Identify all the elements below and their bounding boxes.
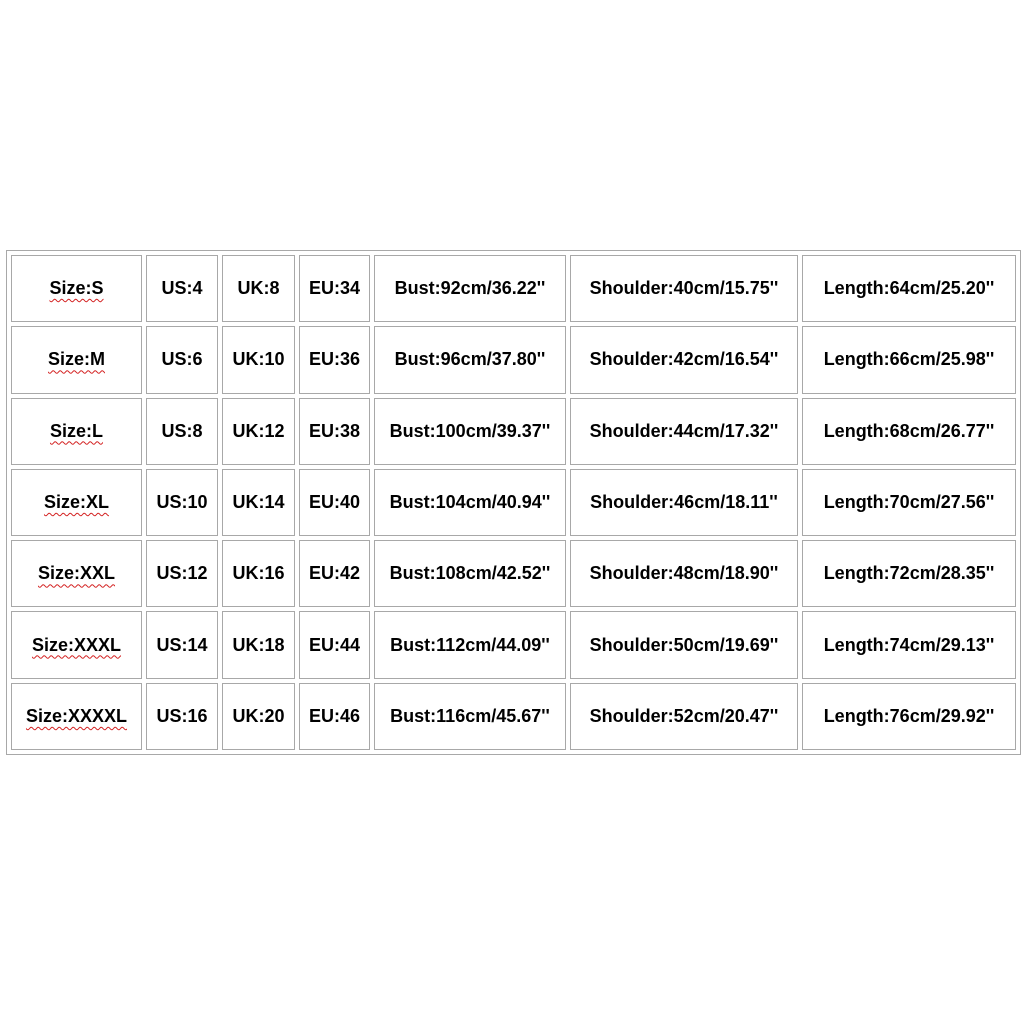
table-row (11, 540, 1016, 607)
uk-size-cell: UK:14 (222, 469, 295, 536)
length-cell: Length:72cm/28.35'' (802, 540, 1016, 607)
shoulder-cell: Shoulder:46cm/18.11'' (570, 469, 798, 536)
table-row (11, 398, 1016, 465)
length-cell: Length:64cm/25.20'' (802, 255, 1016, 322)
size-label: Size:M (47, 349, 105, 370)
us-size-cell: US:12 (146, 540, 218, 607)
length-cell: Length:76cm/29.92'' (802, 683, 1016, 750)
us-size-cell: US:16 (146, 683, 218, 750)
us-size-cell: US:6 (146, 326, 218, 393)
table-row (11, 611, 1016, 678)
size-label: Size:XL (43, 491, 109, 512)
eu-size-cell: EU:42 (299, 540, 370, 607)
size-cell (11, 611, 142, 678)
bust-cell: Bust:112cm/44.09'' (374, 611, 566, 678)
size-cell (11, 326, 142, 393)
size-cell (11, 469, 142, 536)
size-label: Size:S (49, 278, 104, 299)
length-cell: Length:74cm/29.13'' (802, 611, 1016, 678)
table-row (11, 326, 1016, 393)
size-label: Size:XXXXL (25, 705, 128, 726)
eu-size-cell: EU:46 (299, 683, 370, 750)
shoulder-cell: Shoulder:42cm/16.54'' (570, 326, 798, 393)
eu-size-cell: EU:44 (299, 611, 370, 678)
bust-cell: Bust:104cm/40.94'' (374, 469, 566, 536)
shoulder-cell: Shoulder:40cm/15.75'' (570, 255, 798, 322)
size-label: Size:XXL (37, 563, 116, 584)
shoulder-cell: Shoulder:50cm/19.69'' (570, 611, 798, 678)
size-cell (11, 683, 142, 750)
us-size-cell: US:10 (146, 469, 218, 536)
eu-size-cell: EU:40 (299, 469, 370, 536)
bust-cell: Bust:116cm/45.67'' (374, 683, 566, 750)
uk-size-cell: UK:16 (222, 540, 295, 607)
table-row (11, 255, 1016, 322)
eu-size-cell: EU:36 (299, 326, 370, 393)
uk-size-cell: UK:20 (222, 683, 295, 750)
bust-cell: Bust:100cm/39.37'' (374, 398, 566, 465)
size-cell (11, 255, 142, 322)
length-cell: Length:70cm/27.56'' (802, 469, 1016, 536)
bust-cell: Bust:108cm/42.52'' (374, 540, 566, 607)
size-cell (11, 540, 142, 607)
size-chart-table (6, 250, 1021, 755)
length-cell: Length:68cm/26.77'' (802, 398, 1016, 465)
bust-cell: Bust:92cm/36.22'' (374, 255, 566, 322)
table-row (11, 469, 1016, 536)
uk-size-cell: UK:18 (222, 611, 295, 678)
length-cell: Length:66cm/25.98'' (802, 326, 1016, 393)
eu-size-cell: EU:38 (299, 398, 370, 465)
us-size-cell: US:14 (146, 611, 218, 678)
size-cell (11, 398, 142, 465)
shoulder-cell: Shoulder:52cm/20.47'' (570, 683, 798, 750)
shoulder-cell: Shoulder:48cm/18.90'' (570, 540, 798, 607)
uk-size-cell: UK:10 (222, 326, 295, 393)
bust-cell: Bust:96cm/37.80'' (374, 326, 566, 393)
size-label: Size:XXXL (31, 634, 122, 655)
shoulder-cell: Shoulder:44cm/17.32'' (570, 398, 798, 465)
size-label: Size:L (49, 420, 103, 441)
us-size-cell: US:4 (146, 255, 218, 322)
uk-size-cell: UK:12 (222, 398, 295, 465)
uk-size-cell: UK:8 (222, 255, 295, 322)
us-size-cell: US:8 (146, 398, 218, 465)
table-row (11, 683, 1016, 750)
eu-size-cell: EU:34 (299, 255, 370, 322)
